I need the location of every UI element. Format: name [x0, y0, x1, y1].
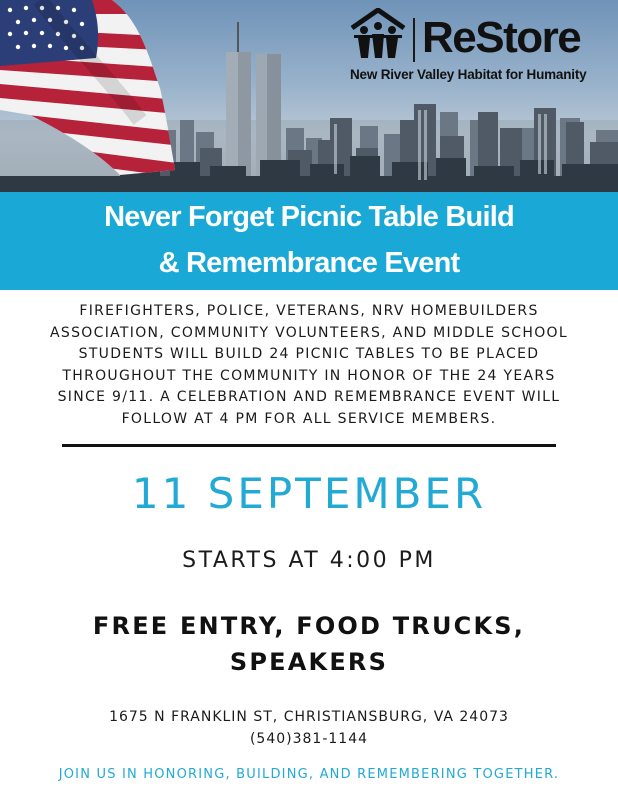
event-features	[0, 608, 618, 680]
event-date: 11 SEPTEMBER	[131, 469, 487, 518]
event-title-line-1: Never Forget Picnic Table Build	[104, 201, 514, 233]
features-line-1: FREE ENTRY, FOOD TRUCKS,	[92, 612, 526, 640]
description-line: FIREFIGHTERS, POLICE, VETERANS, NRV HOMEBUILDERS	[79, 303, 539, 319]
event-title-line-2: & Remembrance Event	[158, 247, 460, 279]
description-line: SINCE 9/11. A CELEBRATION AND REMEMBRANCE EVENT WILL	[57, 389, 561, 405]
event-address: 1675 N FRANKLIN ST, CHRISTIANSBURG, VA 24073	[109, 709, 509, 725]
divider-rule	[62, 444, 556, 447]
features-line-2: SPEAKERS	[229, 648, 389, 676]
restore-logo	[348, 8, 610, 88]
hero-image	[0, 0, 618, 192]
event-contact	[0, 706, 618, 750]
habitat-people-house-icon	[348, 8, 408, 60]
title-banner	[0, 192, 618, 290]
description-line: FOLLOW AT 4 PM FOR ALL SERVICE MEMBERS.	[121, 410, 497, 427]
logo-subtitle: New River Valley Habitat for Humanity	[350, 67, 587, 82]
description-line: STUDENTS WILL BUILD 24 PICNIC TABLES TO BE PLACED	[78, 346, 540, 362]
event-description	[24, 301, 594, 430]
logo-divider	[413, 18, 415, 62]
event-phone: (540)381-1144	[249, 731, 369, 747]
description-line: THROUGHOUT THE COMMUNITY IN HONOR OF THE 24 YEARS	[62, 367, 556, 384]
tagline: JOIN US IN HONORING, BUILDING, AND REMEMBERING TOGETHER.	[58, 767, 560, 782]
logo-name: ReStore	[422, 13, 581, 62]
description-line: ASSOCIATION, COMMUNITY VOLUNTEERS, AND MIDDLE SCHOOL	[50, 324, 568, 341]
event-start-time: STARTS AT 4:00 PM	[182, 548, 436, 573]
